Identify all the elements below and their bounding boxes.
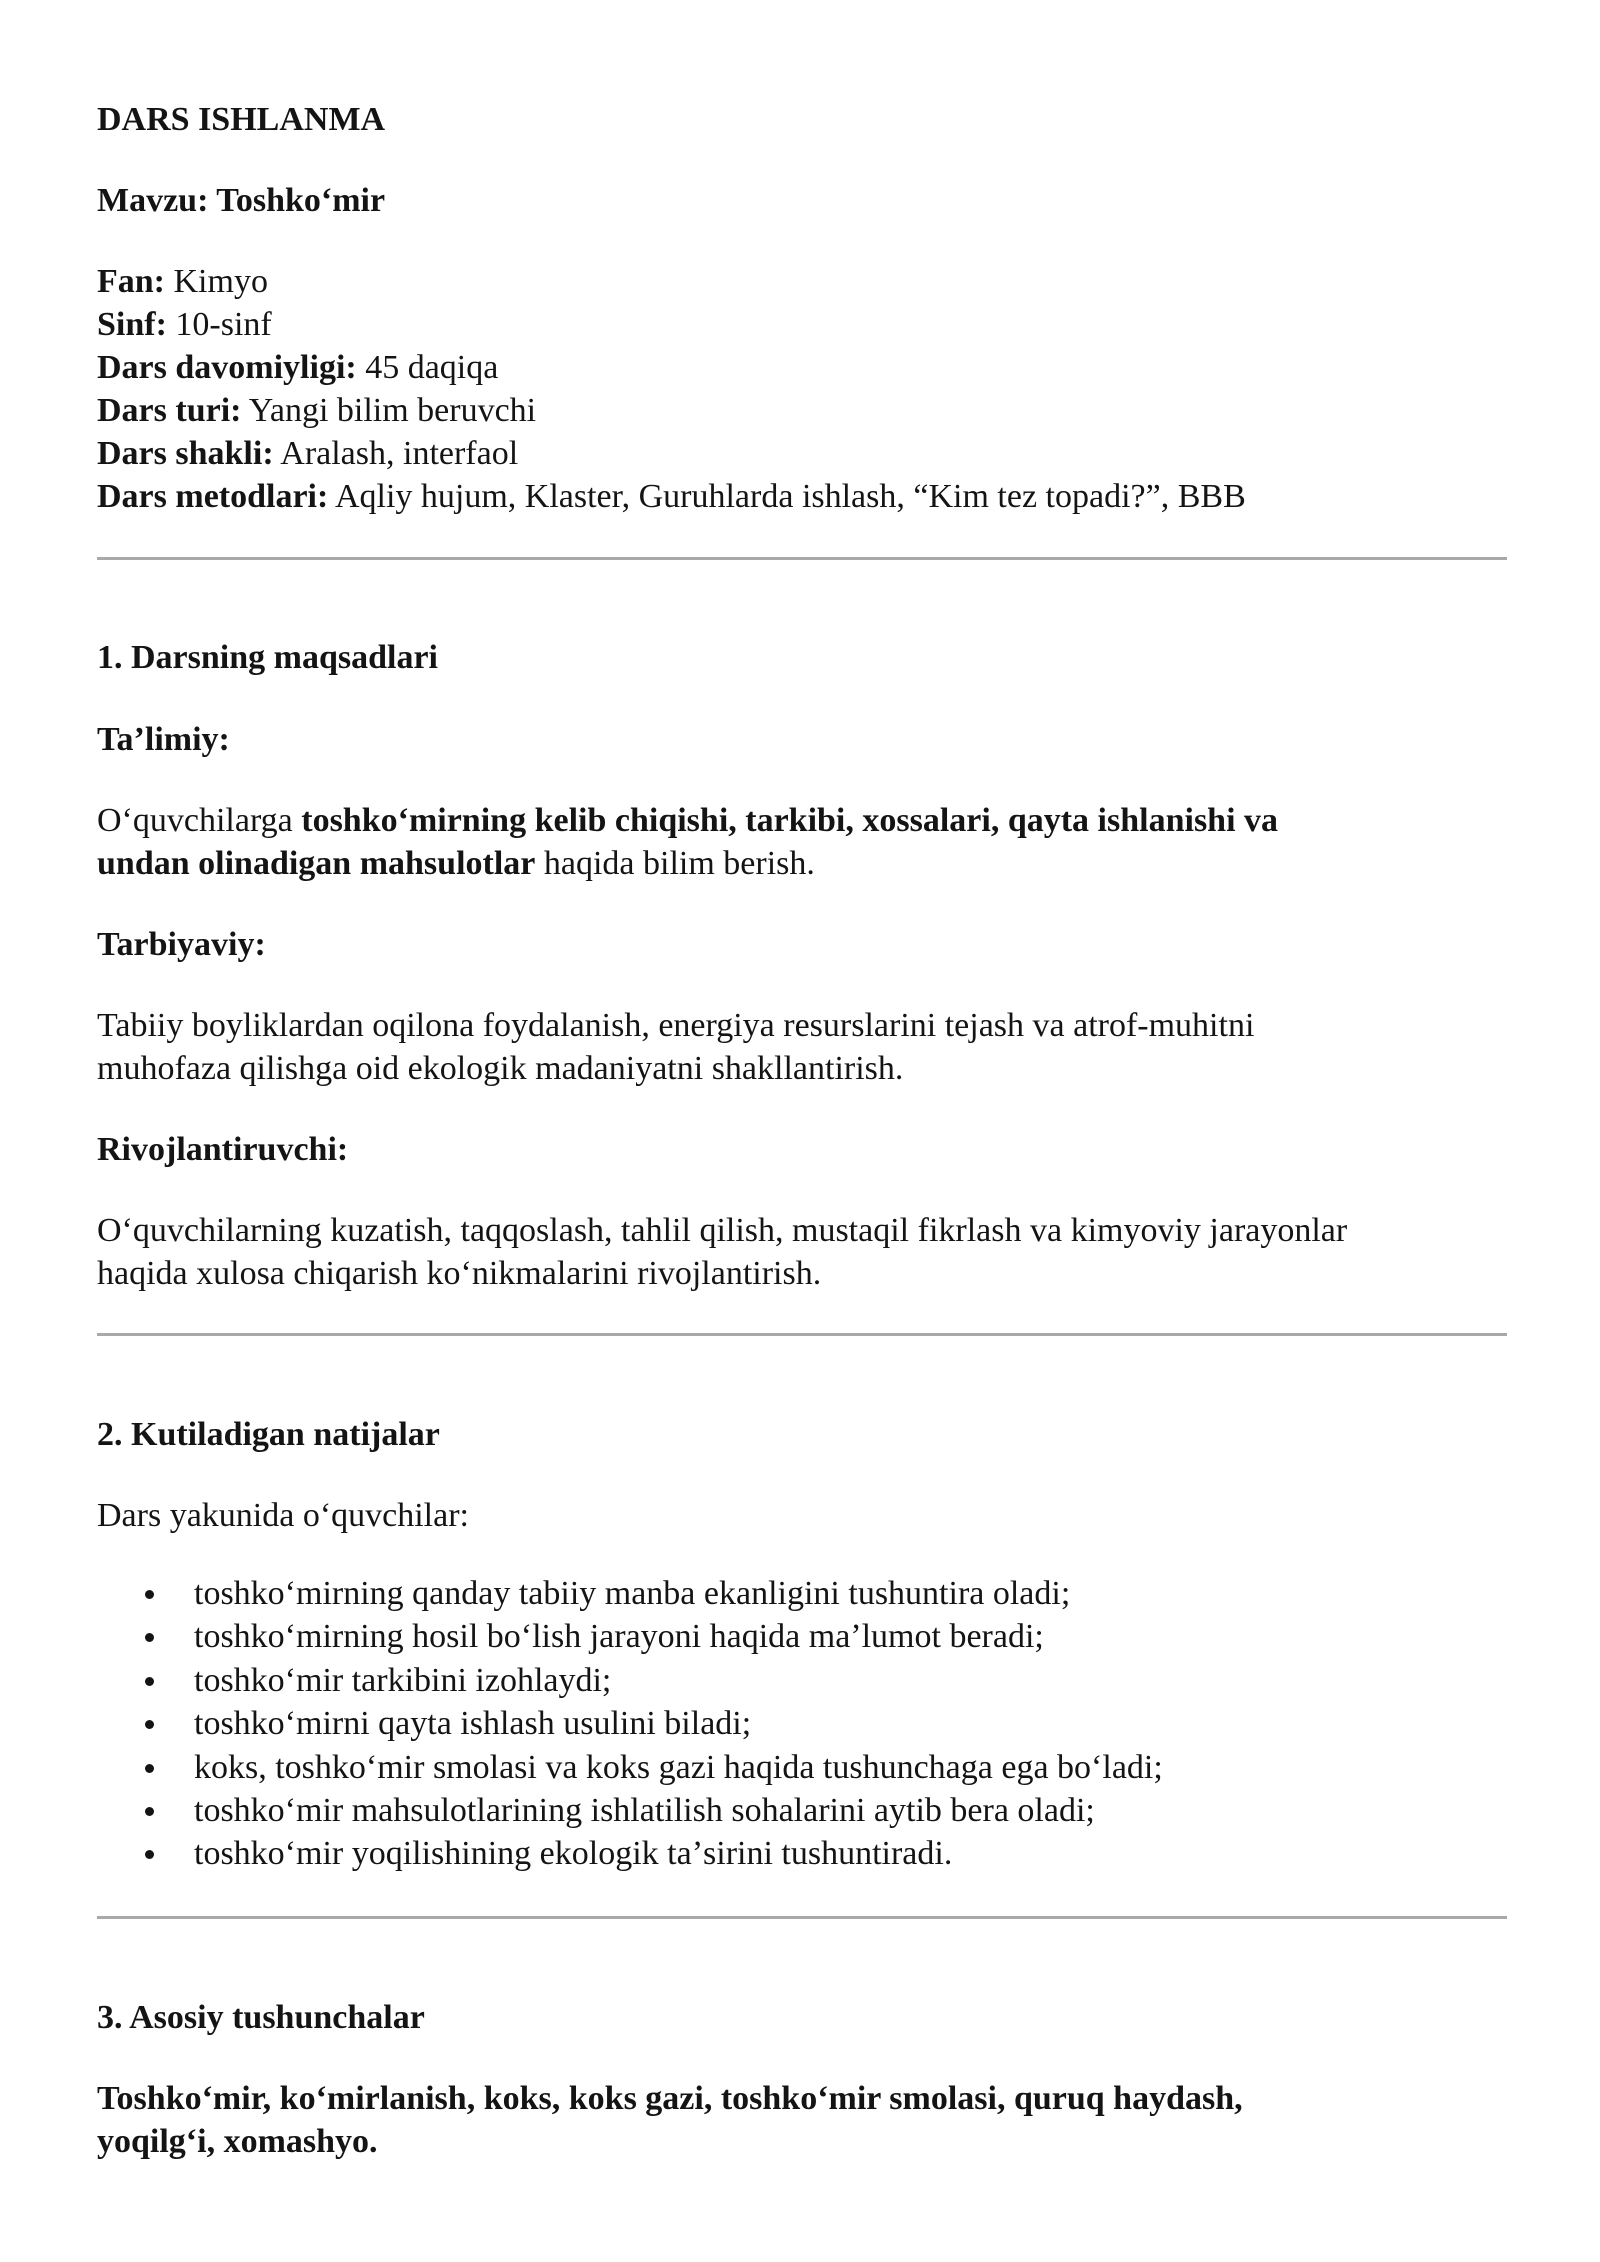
- bullet-icon: [145, 1590, 154, 1599]
- talimiy-bold-1: toshkoʻmirning kelib chiqishi, tarkibi, xossalari, qayta ishlanishi va: [301, 802, 1279, 839]
- talimiy-heading: Ta’limiy:: [97, 721, 230, 758]
- section2-heading: 2. Kutiladigan natijalar: [97, 1416, 440, 1453]
- list-item: [97, 1832, 1163, 1875]
- list-item: [97, 1746, 1163, 1789]
- bullet-icon: [145, 1633, 154, 1642]
- list-item: [97, 1702, 1163, 1745]
- talimiy-post: haqida bilim berish.: [535, 845, 815, 882]
- tarbiyaviy-heading: Tarbiyaviy:: [97, 926, 266, 963]
- rivojlantiruvchi-heading: Rivojlantiruvchi:: [97, 1131, 349, 1168]
- info-label: Sinf:: [97, 306, 167, 343]
- divider: [97, 1916, 1507, 1919]
- info-label: Dars metodlari:: [97, 478, 329, 515]
- talimiy-text-line2: [97, 842, 815, 886]
- talimiy-pre: Oʻquvchilarga: [97, 802, 302, 839]
- info-methods: [97, 475, 1246, 519]
- rivojlantiruvchi-line2: haqida xulosa chiqarish koʻnikmalarini rivojlantirish.: [97, 1255, 822, 1292]
- list-item-text: toshkoʻmirni qayta ishlash usulini biladi;: [194, 1705, 752, 1743]
- list-item-text: toshkoʻmir mahsulotlarining ishlatilish sohalarini aytib bera oladi;: [194, 1792, 1095, 1830]
- bullet-icon: [145, 1720, 154, 1729]
- rivojlantiruvchi-line1: Oʻquvchilarning kuzatish, taqqoslash, tahlil qilish, mustaqil fikrlash va kimyoviy jarayonlar: [97, 1212, 1348, 1249]
- list-item-text: toshkoʻmirning qanday tabiiy manba ekanligini tushuntira oladi;: [194, 1575, 1071, 1612]
- bullet-icon: [145, 1807, 154, 1816]
- tarbiyaviy-line2: muhofaza qilishga oid ekologik madaniyatni shakllantirish.: [97, 1050, 904, 1087]
- info-label: Fan:: [97, 263, 165, 300]
- section2-intro: Dars yakunida oʻquvchilar:: [97, 1497, 469, 1534]
- list-item-text: toshkoʻmirning hosil boʻlish jarayoni haqida maʼlumot beradi;: [194, 1618, 1044, 1656]
- info-value: 10-sinf: [166, 306, 272, 343]
- info-value: Yangi bilim beruvchi: [241, 392, 537, 429]
- bullet-icon: [145, 1764, 154, 1773]
- divider: [97, 557, 1507, 560]
- topic-line: Mavzu: Toshkoʻmir: [97, 182, 386, 219]
- list-item-text: toshkoʻmir yoqilishining ekologik taʼsirini tushuntiradi.: [194, 1835, 953, 1873]
- list-item-text: toshkoʻmir tarkibini izohlaydi;: [194, 1661, 612, 1699]
- list-item: [97, 1615, 1163, 1658]
- talimiy-text-line1: [97, 799, 1278, 843]
- document-title: DARS ISHLANMA: [97, 101, 386, 138]
- info-sinf: [97, 303, 272, 347]
- info-form: [97, 432, 518, 476]
- info-fan: [97, 260, 268, 304]
- bullet-icon: [145, 1850, 154, 1859]
- tarbiyaviy-line1: Tabiiy boyliklardan oqilona foydalanish, energiya resurslarini tejash va atrof-muhitni: [97, 1007, 1255, 1044]
- info-value: Kimyo: [165, 263, 268, 300]
- list-item-text: koks, toshkoʻmir smolasi va koks gazi haqida tushunchaga ega boʻladi;: [194, 1748, 1163, 1786]
- key-terms-line2: yoqilgʻi, xomashyo.: [97, 2123, 378, 2160]
- info-value: Aqliy hujum, Klaster, Guruhlarda ishlash, “Kim tez topadi?”, BBB: [328, 478, 1246, 515]
- info-value: Aralash, interfaol: [273, 435, 519, 472]
- info-type: [97, 389, 536, 433]
- info-duration: [97, 346, 498, 390]
- section1-heading: 1. Darsning maqsadlari: [97, 639, 438, 676]
- talimiy-bold-2: undan olinadigan mahsulotlar: [97, 845, 536, 882]
- info-label: Dars shakli:: [97, 435, 274, 472]
- divider: [97, 1333, 1507, 1336]
- outcomes-list: [97, 1572, 1163, 1876]
- info-label: Dars davomiyligi:: [97, 349, 357, 386]
- key-terms-line1: Toshkoʻmir, koʻmirlanish, koks, koks gazi, toshkoʻmir smolasi, quruq haydash,: [97, 2080, 1243, 2117]
- list-item: [97, 1659, 1163, 1702]
- list-item: [97, 1572, 1163, 1615]
- list-item: [97, 1789, 1163, 1832]
- bullet-icon: [145, 1677, 154, 1686]
- section3-heading: 3. Asosiy tushunchalar: [97, 1999, 425, 2036]
- info-value: 45 daqiqa: [356, 349, 499, 386]
- info-label: Dars turi:: [97, 392, 242, 429]
